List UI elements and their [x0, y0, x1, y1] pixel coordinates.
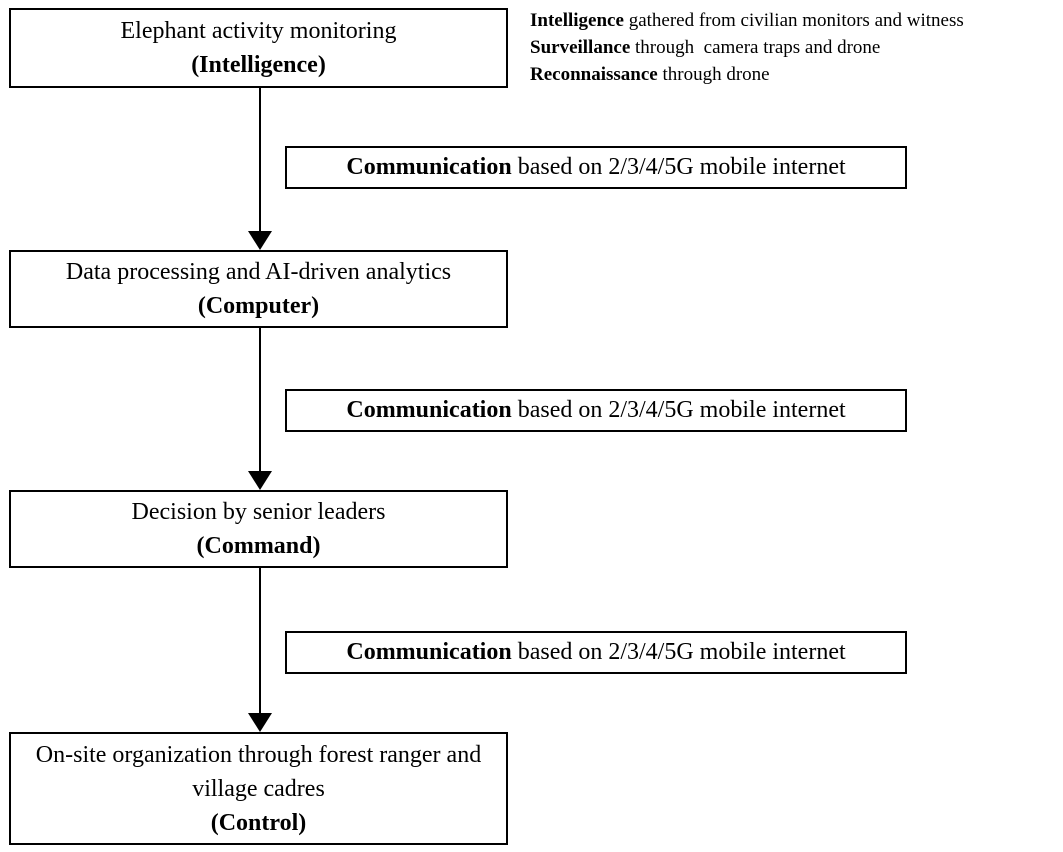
node-label: Decision by senior leaders: [131, 499, 386, 525]
connector-arrow-2: [247, 328, 273, 490]
connector-text: based on 2/3/4/5G mobile internet: [511, 639, 846, 665]
node-box-intelligence: [9, 8, 508, 88]
arrow-down-icon: [248, 231, 272, 250]
node-term: (Computer): [197, 293, 320, 319]
node-term: (Intelligence): [191, 52, 326, 78]
connector-label-box-3: [285, 631, 907, 674]
node-label: On-site organization through forest ranger and village cadres: [35, 741, 482, 802]
arrow-line: [259, 88, 261, 232]
note-term: Intelligence: [530, 10, 624, 31]
connector-text: based on 2/3/4/5G mobile internet: [511, 154, 846, 180]
note-text: gathered from civilian monitors and witness: [623, 10, 964, 31]
node-label: Data processing and AI-driven analytics: [65, 259, 452, 285]
connector-arrow-3: [247, 568, 273, 732]
connector-term: Communication: [346, 154, 512, 180]
node-term: (Command): [196, 533, 321, 559]
connector-text: based on 2/3/4/5G mobile internet: [511, 397, 846, 423]
notes-block: [530, 7, 1058, 88]
node-label: Elephant activity monitoring: [120, 18, 397, 44]
node-box-computer: [9, 250, 508, 328]
arrow-down-icon: [248, 713, 272, 732]
note-line-reconnaissance: [530, 61, 1058, 88]
note-line-surveillance: [530, 34, 1058, 61]
note-text: through drone: [657, 64, 770, 85]
connector-label-box-2: [285, 389, 907, 432]
note-text: through camera traps and drone: [630, 37, 881, 58]
connector-term: Communication: [346, 639, 512, 665]
note-line-intelligence: [530, 7, 1058, 34]
node-box-command: [9, 490, 508, 568]
node-term: (Control): [210, 809, 307, 836]
arrow-down-icon: [248, 471, 272, 490]
arrow-line: [259, 568, 261, 714]
note-term: Surveillance: [530, 37, 631, 58]
connector-term: Communication: [346, 397, 512, 423]
connector-label-box-1: [285, 146, 907, 189]
note-term: Reconnaissance: [530, 64, 658, 85]
connector-arrow-1: [247, 88, 273, 250]
arrow-line: [259, 328, 261, 472]
node-box-control: [9, 732, 508, 845]
